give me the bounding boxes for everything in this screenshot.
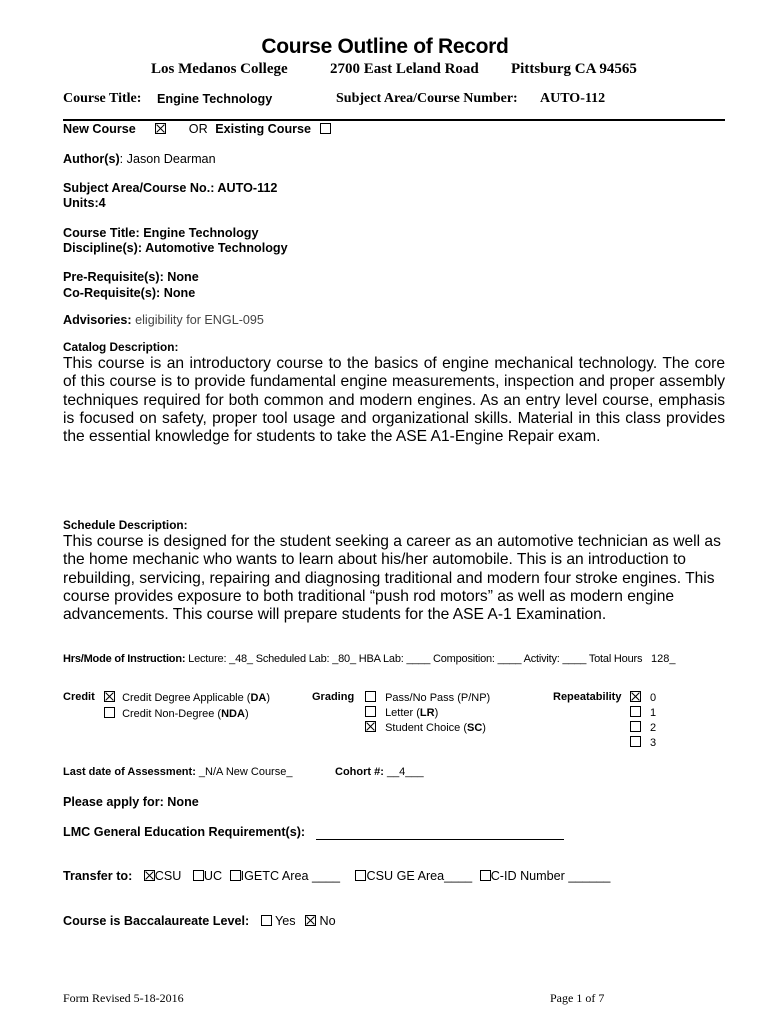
- baccalaureate-label: Course is Baccalaureate Level:: [63, 914, 250, 928]
- repeat-1-checkbox[interactable]: [630, 706, 641, 717]
- grading-option-letter: Letter (LR): [365, 706, 438, 719]
- grading-sc-checkbox[interactable]: [365, 721, 376, 732]
- course-type-row: [63, 122, 331, 136]
- repeat-3-checkbox[interactable]: [630, 736, 641, 747]
- gen-ed-blank-line[interactable]: [316, 839, 564, 840]
- schedule-description: [63, 533, 721, 624]
- schedule-line: course provides exposure to both traditional “push rod motors” as well as modern engine: [63, 587, 675, 605]
- repeat-option-2: 2: [630, 721, 656, 734]
- cohort-label: Cohort #:: [335, 766, 384, 778]
- repeat-option-1: 1: [630, 706, 656, 719]
- advisories-value: eligibility for ENGL-095: [135, 313, 264, 327]
- grading-pnp-checkbox[interactable]: [365, 691, 376, 702]
- form-revised: Form Revised 5-18-2016: [63, 991, 184, 1005]
- cohort-value: __4___: [383, 766, 424, 778]
- grading-option-pnp: Pass/No Pass (P/NP): [365, 691, 490, 704]
- authors-row: [63, 152, 216, 166]
- grading-option-sc: Student Choice (SC): [365, 721, 486, 734]
- page-number: Page 1 of 7: [550, 991, 605, 1005]
- course-title-value: Engine Technology: [157, 92, 273, 106]
- transfer-igetc-checkbox[interactable]: [230, 870, 241, 881]
- cohort-row: [335, 766, 424, 778]
- existing-course-label: Existing Course: [215, 122, 312, 136]
- course-title-label: Course Title:: [63, 91, 142, 106]
- schedule-line: This course is designed for the student seeking a career as an automotive technician as well as: [63, 533, 721, 550]
- transfer-csu-checkbox[interactable]: [144, 870, 155, 881]
- baccalaureate-yes-checkbox[interactable]: [261, 915, 272, 926]
- credit-da-checkbox[interactable]: [104, 691, 115, 702]
- college-city: Pittsburg CA 94565: [511, 61, 637, 77]
- subject-label: Subject Area/Course Number:: [336, 91, 518, 106]
- schedule-line: advancements. This course will prepare students for the ASE A-1 Examination.: [63, 606, 607, 624]
- existing-course-checkbox[interactable]: [320, 123, 331, 134]
- grading-letter-checkbox[interactable]: [365, 706, 376, 717]
- catalog-label: Catalog Description:: [63, 340, 179, 354]
- units-line: Units:4: [63, 196, 106, 210]
- repeat-option-0: 0: [630, 691, 656, 704]
- transfer-uc-checkbox[interactable]: [193, 870, 204, 881]
- transfer-csuge-checkbox[interactable]: [355, 870, 366, 881]
- authors-label: Author(s): [63, 152, 120, 166]
- repeat-2-checkbox[interactable]: [630, 721, 641, 732]
- advisories-label: Advisories: [63, 313, 128, 327]
- credit-option-nda: Credit Non-Degree (NDA): [104, 707, 249, 720]
- assessment-row: [63, 766, 292, 778]
- subject-course-line: Subject Area/Course No.: AUTO-112: [63, 181, 278, 195]
- course-title-line: Course Title: Engine Technology: [63, 226, 259, 240]
- baccalaureate-no-label: No: [319, 914, 336, 928]
- page-title: Course Outline of Record: [261, 35, 509, 58]
- credit-option-da: Credit Degree Applicable (DA): [104, 691, 270, 704]
- baccalaureate-row: [63, 914, 336, 928]
- schedule-line: rebuilding, servicing, repairing and diagnosing traditional and modern four stroke engines. This: [63, 569, 715, 587]
- grading-label: Grading: [312, 691, 355, 703]
- authors-value: : Jason Dearman: [119, 152, 216, 166]
- gen-ed-label: LMC General Education Requirement(s):: [63, 825, 306, 839]
- catalog-description: This course is an introductory course to the basics of engine mechanical technology. The core of this course is to provide fundamental engine measurements, inspection and proper assembly techniques required for both common and modern engines. As an entry level course, emphasis is focused on safety, proper tool usage and organizational skills. Material in this class provides the essential knowledge for students to take the ASE A1-Engine Repair exam.: [63, 355, 725, 446]
- hours-text: Lecture: _48_ Scheduled Lab: _80_ HBA Lab: ____ Composition: ____ Activity: ____ Total Hours: [188, 653, 643, 665]
- schedule-line: the home mechanic who wants to learn about his/her automobile. This is an introduction to: [63, 551, 686, 569]
- subject-value: AUTO-112: [540, 91, 606, 106]
- repeat-option-3: 3: [630, 736, 656, 749]
- new-course-label: New Course: [63, 122, 136, 136]
- baccalaureate-no-checkbox[interactable]: [305, 915, 316, 926]
- prereq-line: Pre-Requisite(s): None: [63, 270, 199, 284]
- or-label: OR: [188, 122, 208, 136]
- baccalaureate-yes-label: Yes: [274, 914, 296, 928]
- college-address: 2700 East Leland Road: [330, 61, 479, 77]
- repeat-0-checkbox[interactable]: [630, 691, 641, 702]
- credit-nda-checkbox[interactable]: [104, 707, 115, 718]
- discipline-line: Discipline(s): Automotive Technology: [63, 241, 288, 255]
- assessment-label: Last date of Assessment:: [63, 766, 196, 778]
- new-course-checkbox[interactable]: [155, 123, 166, 134]
- assessment-value: _N/A New Course_: [195, 766, 293, 778]
- hours-label: Hrs/Mode of Instruction:: [63, 653, 186, 665]
- hours-row: [63, 653, 642, 665]
- repeatability-label: Repeatability: [553, 691, 622, 703]
- transfer-row: Transfer to: CSU UC IGETC Area ____ CSU GE Area____ C-ID Number ______: [63, 869, 611, 883]
- apply-for-line: Please apply for: None: [63, 795, 199, 809]
- coreq-line: Co-Requisite(s): None: [63, 286, 196, 300]
- advisories-row: Advisories: eligibility for ENGL-095: [63, 313, 264, 327]
- college-name: Los Medanos College: [151, 61, 288, 77]
- total-hours-value: 128_: [651, 653, 676, 665]
- schedule-label: Schedule Description:: [63, 518, 188, 532]
- header-divider: [63, 119, 725, 121]
- transfer-label: Transfer to:: [63, 869, 133, 883]
- credit-label: Credit: [63, 691, 95, 703]
- transfer-cid-checkbox[interactable]: [480, 870, 491, 881]
